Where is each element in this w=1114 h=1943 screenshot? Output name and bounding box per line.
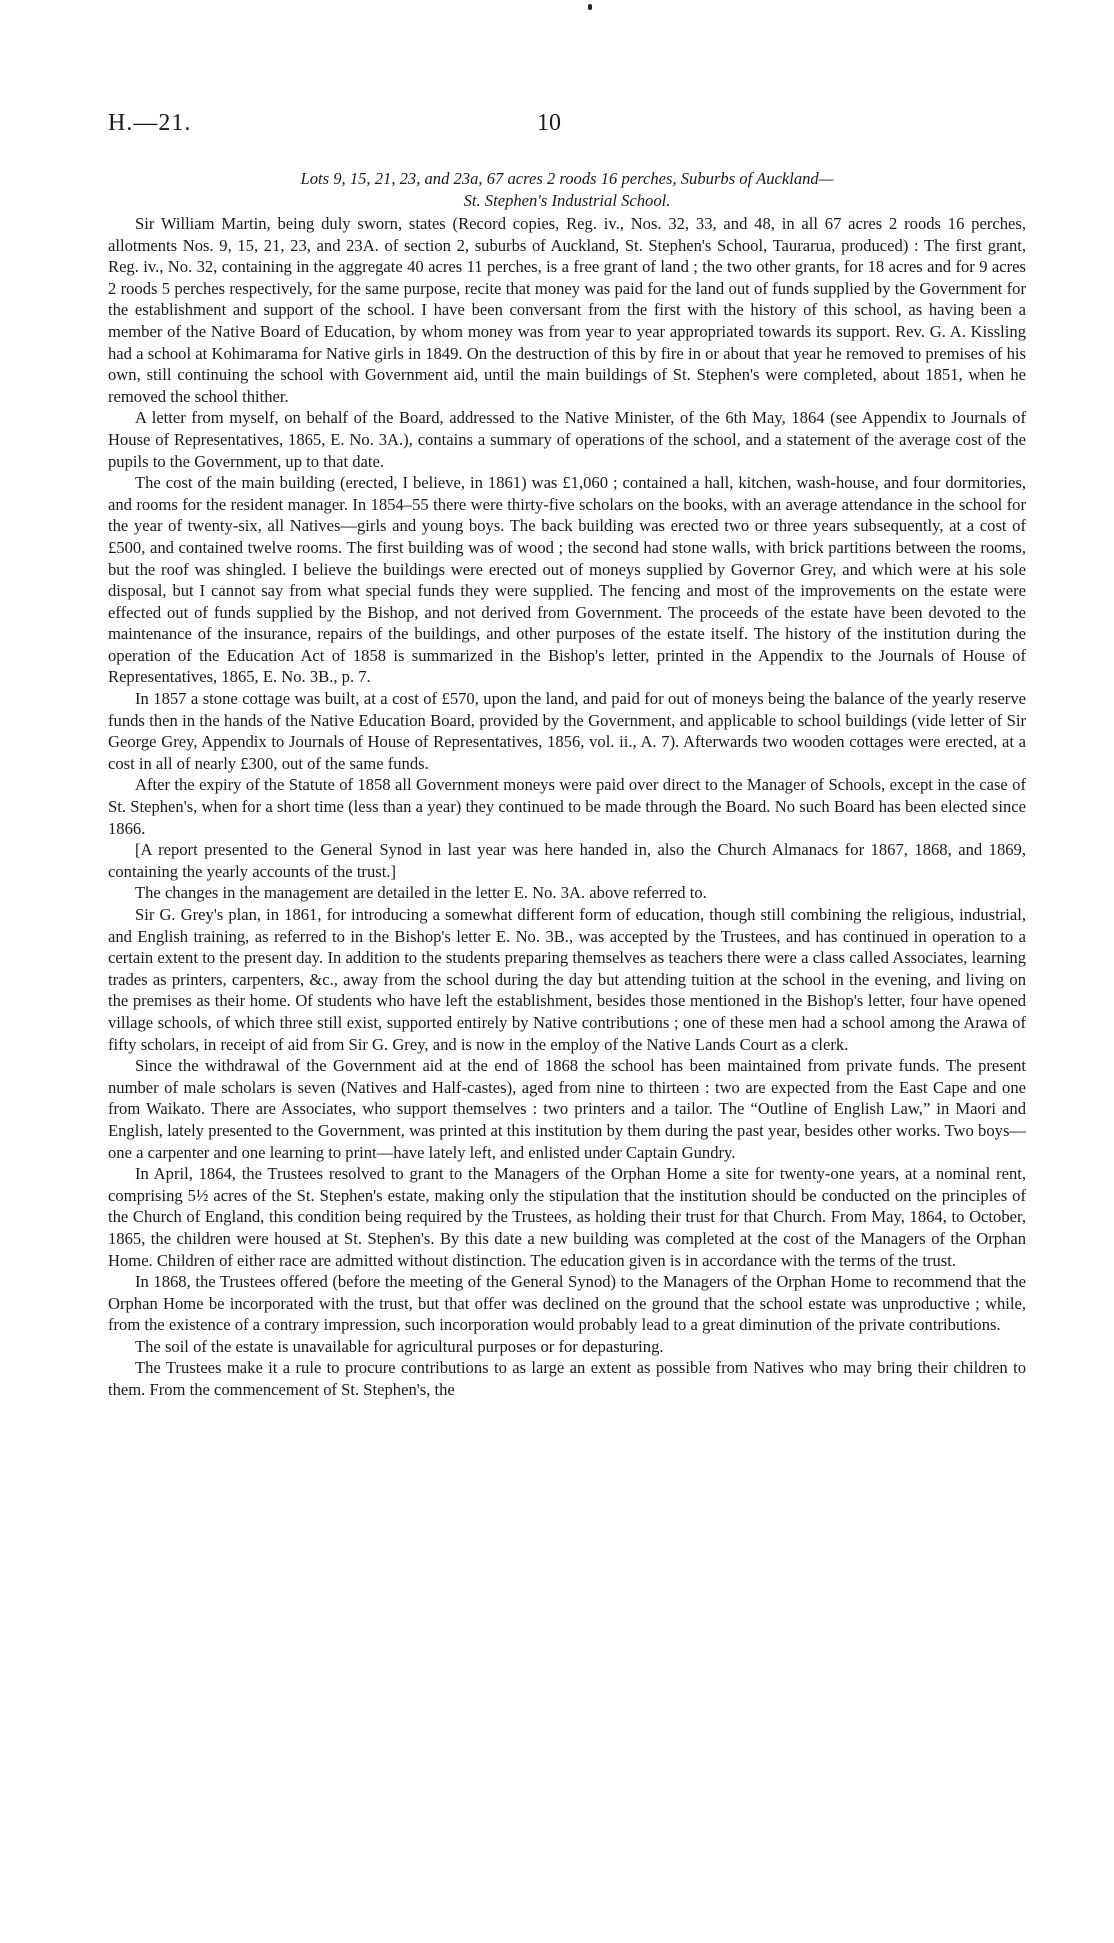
paragraph: The Trustees make it a rule to procure contributions to as large an extent as possible from Natives who may bring their children to them. From the commencement of St. Stephen's, the (108, 1358, 1026, 1400)
section-heading (108, 168, 1026, 211)
paragraph: Sir G. Grey's plan, in 1861, for introducing a somewhat different form of education, though still combining the religious, industrial, and English training, as referred to in the Bishop's letter E. No. 3B., was accepted by the Trustees, and has continued in operation to a certain extent to the present day. In addition to the students preparing themselves as teachers there were a class called Associates, learning trades as printers, carpenters, &c., away from the school during the day but attending tuition at the school in the evening, and living on the premises as their home. Of students who have left the establishment, besides those mentioned in the Bishop's letter, four have opened village schools, of which three still exist, supported entirely by Native contributions ; one of these men had a school among the Arawa of fifty scholars, in receipt of aid from Sir G. Grey, and is now in the employ of the Native Lands Court as a clerk. (108, 905, 1026, 1054)
paragraph: A letter from myself, on behalf of the Board, addressed to the Native Minister, of the 6th May, 1864 (see Appendix to Journals of House of Representatives, 1865, E. No. 3A.), contains a summary of operations of the school, and a statement of the average cost of the pupils to the Government, up to that date. (108, 408, 1026, 471)
page-header (0, 0, 1114, 150)
document-reference: H.—21. (108, 110, 192, 136)
section-heading-line-1: Lots 9, 15, 21, 23, and 23a, 67 acres 2 roods 16 perches, Suburbs of Auckland— (300, 169, 834, 188)
paragraph: After the expiry of the Statute of 1858 all Government moneys were paid over direct to the Manager of Schools, except in the case of St. Stephen's, when for a short time (less than a year) they continued to be made through the Board. No such Board has been elected since 1866. (108, 775, 1026, 838)
page-number: 10 (537, 110, 561, 136)
paragraph: The soil of the estate is unavailable for agricultural purposes or for depasturing. (135, 1336, 664, 1356)
paragraph: Sir William Martin, being duly sworn, states (Record copies, Reg. iv., Nos. 32, 33, and 48, in all 67 acres 2 roods 16 perches, allotments Nos. 9, 15, 21, 23, and 23A. of section 2, suburbs of Auckland, St. Stephen's School, Taurarua, produced) : The first grant, Reg. iv., No. 32, containing in the aggregate 40 acres 11 perches, is a free grant of land ; the two other grants, for 18 acres and for 9 acres 2 roods 5 perches respectively, for the same purpose, recite that money was paid for the land out of funds supplied by the Government for the establishment and support of the school. I have been conversant from the first with the history of this school, as having been a member of the Native Board of Education, by whom money was from year to year appropriated towards its support. Rev. G. A. Kissling had a school at Kohimarama for Native girls in 1849. On the destruction of this by fire in or about that year he removed to premises of his own, still continuing the school with Government aid, until the main buildings of St. Stephen's were completed, about 1851, when he removed the school thither. (108, 214, 1026, 406)
paragraph: In 1857 a stone cottage was built, at a cost of £570, upon the land, and paid for out of moneys being the balance of the yearly reserve funds then in the hands of the Native Education Board, provided by the Government, and applicable to school buildings (vide letter of Sir George Grey, Appendix to Journals of House of Representatives, 1856, vol. ii., A. 7). Afterwards two wooden cottages were erected, at a cost in all of nearly £300, out of the same funds. (108, 689, 1026, 773)
section-heading-line-2: St. Stephen's Industrial School. (463, 190, 671, 210)
paragraph: The cost of the main building (erected, I believe, in 1861) was £1,060 ; contained a hall, kitchen, wash-house, and four dormitories, and rooms for the resident manager. In 1854–55 there were thirty-five scholars on the books, with an average attendance in the school for the year of twenty-six, all Natives—girls and young boys. The back building was erected two or three years subsequently, at a cost of £500, and contained twelve rooms. The first building was of wood ; the second had stone walls, with brick partitions between the rooms, but the roof was shingled. I believe the buildings were erected out of moneys supplied by Governor Grey, and which were at his sole disposal, but I cannot say from what special funds they were supplied. The fencing and most of the improvements on the estate were effected out of funds supplied by the Bishop, and not derived from Government. The proceeds of the estate have been devoted to the maintenance of the insurance, repairs of the buildings, and other purposes of the estate itself. The history of the institution during the operation of the Education Act of 1858 is summarized in the Bishop's letter, printed in the Appendix to the Journals of House of Representatives, 1865, E. No. 3B., p. 7. (108, 473, 1026, 687)
paragraph: In April, 1864, the Trustees resolved to grant to the Managers of the Orphan Home a site for twenty-one years, at a nominal rent, comprising 5½ acres of the St. Stephen's estate, making only the stipulation that the institution should be conducted on the principles of the Church of England, this condition being required by the Trustees, as holding their trust for that Church. From May, 1864, to October, 1865, the children were housed at St. Stephen's. By this date a new building was completed at the cost of the Managers of the Orphan Home. Children of either race are admitted without distinction. The education given is in accordance with the terms of the trust. (108, 1164, 1026, 1270)
article-body (108, 168, 1026, 1401)
paragraph: Since the withdrawal of the Government aid at the end of 1868 the school has been maintained from private funds. The present number of male scholars is seven (Natives and Half-castes), aged from nine to thirteen : two are expected from the East Cape and one from Waikato. There are Associates, who support themselves : two printers and a tailor. The “Outline of English Law,” in Maori and English, lately presented to the Government, was printed at this institution by them during the past year, besides other works. Two boys—one a carpenter and one learning to print—have lately left, and enlisted under Captain Gundry. (108, 1056, 1026, 1162)
paragraph: In 1868, the Trustees offered (before the meeting of the General Synod) to the Managers of the Orphan Home to recommend that the Orphan Home be incorporated with the trust, but that offer was declined on the ground that the school estate was unproductive ; while, from the existence of a contrary impression, such incorporation would probably lead to a great diminution of the private contributions. (108, 1272, 1026, 1335)
paragraph: The changes in the management are detailed in the letter E. No. 3A. above referred to. (135, 883, 707, 903)
paragraph: [A report presented to the General Synod in last year was here handed in, also the Church Almanacs for 1867, 1868, and 1869, containing the yearly accounts of the trust.] (108, 840, 1026, 881)
